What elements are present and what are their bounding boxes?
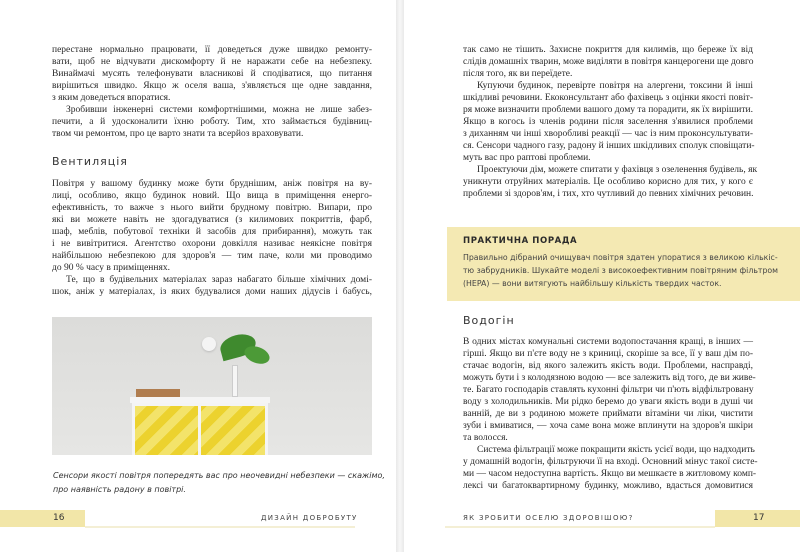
text-line: перестане нормально працювати, її доведеться дуже швидко ремонту-: [52, 45, 372, 55]
text-line: проблеми зі здоров'ям, і тих, хто чутливий до певних хімічних речовин.: [463, 189, 754, 199]
text-line: які ви можете навіть не здогадуватися (з килимових покриттів, фарб,: [52, 215, 372, 225]
glass-vase: [232, 365, 238, 397]
text-line: ефективність, то важче з нього вийти брудному повітрю. Випари, про: [52, 203, 372, 213]
text-line: лиці, особливо, якщо будинок новий. Що вища в приміщення енерго-: [52, 191, 372, 201]
text-line: так само не тішить. Захисне покриття для килимів, що береже їх від: [463, 45, 753, 55]
page-number-left: 16: [0, 510, 85, 527]
running-title-right: ЯК ЗРОБИТИ ОСЕЛЮ ЗДОРОВІШОЮ?: [463, 514, 634, 522]
text-line: Винаймачі мусять телефонувати власникові й сподіватися, що питання: [52, 69, 372, 79]
text-line: до 90 % часу в приміщеннях.: [52, 263, 170, 273]
text-line: Купуючи будинок, перевірте повітря на алергени, токсини й інші: [477, 81, 753, 91]
door-divider: [198, 403, 201, 455]
text-line: печити, а й удосконалити їхню роботу. Тим, хто займається будівниц-: [52, 117, 372, 127]
text-line: вати, щоб не відчувати дискомфорту й не наражати себе на небезпеку.: [52, 57, 372, 67]
text-line: та волосся.: [463, 433, 508, 443]
running-title-left: ДИЗАЙН ДОБРОБУТУ: [261, 514, 358, 522]
text-line: твом чи ремонтом, про це варто знати та всерйоз враховувати.: [52, 129, 304, 139]
text-line: Система фільтрації може покращити якість усієї води, що надходить: [477, 445, 755, 455]
text-line: Якщо в когось із членів родини після заселення з'явилися проблеми: [463, 117, 753, 127]
tip-title: ПРАКТИЧНА ПОРАДА: [463, 236, 578, 246]
text-line: ми — часом недоступна вартість. Якщо ви мешкаєте в житловому комп-: [463, 469, 757, 479]
text-line: у домашній водогін, фільтруючи її на вході. Основний мінус такої систе-: [463, 457, 758, 467]
text-line: Те, що в будівельних матеріалах зараз набагато більше хімічних домі-: [66, 275, 372, 285]
text-line: ванній, де ви з родиною можете приймати вітаміни чи ліки, чистити: [463, 409, 753, 419]
air-sensor-device: [202, 337, 216, 351]
page-number-right: 17: [715, 510, 800, 527]
text-line: воду з холодильників. Ми рідко беремо до уваги якість води в душі чи: [463, 397, 753, 407]
text-line: вирішиться швидко. Якщо ж оселя ваша, з'являється ще одне завдання,: [52, 81, 372, 91]
text-line: зуби і вмиватися, — хоча саме вона може вплинути на здоров'я шкіри: [463, 421, 753, 431]
photo-caption-line-2: про наявність радону в повітрі.: [53, 485, 186, 494]
text-line: шаф, меблів, побутової техніки й засобів для прибирання), можуть так: [52, 227, 372, 237]
tip-line: тю забрудників. Шукайте моделі з високоефективним повітряним фільтром: [463, 266, 779, 275]
text-line: В одних містах комунальні системи водопостачання кращі, в інших —: [463, 337, 753, 347]
text-line: Зробивши інженерні системи комфортнішими, можна не лише забез-: [66, 105, 372, 115]
heading-water-supply: Водогін: [463, 314, 515, 327]
photo-sideboard-air-sensor: [52, 317, 372, 455]
text-line: лексі чи багатоквартирному будинку, можливо, вдасться домовитися: [463, 481, 753, 491]
text-line: після того, як ви переїдете.: [463, 69, 573, 79]
text-line: Проектуючи дім, можете спитати у фахівця з озеленення будівель, як: [477, 165, 758, 175]
footer-rule-left: [85, 526, 355, 528]
text-line: і не вивітритися. Агентство охорони довкілля називає неякісне повітря: [52, 239, 372, 249]
plant-leaf-small: [242, 343, 272, 367]
text-line: з яким доведеться впоратися.: [52, 93, 171, 103]
text-line: найбільшою небезпекою для здоров'я — тим паче, коли ми проводимо: [52, 251, 372, 261]
text-line: ря може визначити проблеми вашого дому та порадити, як їх вирішити.: [463, 105, 753, 115]
text-line: Повітря у вашому будинку може бути бруднішим, аніж повітря на ву-: [52, 179, 372, 189]
text-line: шкідливі речовини. Екоконсультант або фахівець з оцінки якості повіт-: [463, 93, 753, 103]
text-line: уникнути отруйних матеріалів. Це особливо корисно для тих, у кого є: [463, 177, 753, 187]
text-line: муть вас про раптові проблеми.: [463, 153, 591, 163]
text-line: ся. Сенсори чадного газу, радону й інших шкідливих сполук сповіщати-: [463, 141, 755, 151]
text-line: стачає водогін, від якого залежить якість води. Проблеми, насправді,: [463, 361, 753, 371]
tip-line: (HEPA) — вони витягують найбільшу кількість твердих часток.: [463, 279, 722, 288]
heading-ventilation: Вентиляція: [52, 155, 128, 168]
text-line: шок, аніж у матеріалах, із яких будувалися доми наших дідусів і бабусь,: [52, 287, 372, 297]
tip-line: Правильно дібраний очищувач повітря здатен упоратися з великою кількіс-: [463, 253, 778, 262]
practical-tip-box: [447, 227, 800, 301]
footer-rule-right: [445, 526, 715, 528]
turntable: [136, 389, 180, 397]
book-gutter: [396, 0, 404, 552]
text-line: гірші. Якщо ви п'єте воду не з криниці, скоріше за все, її у ваш дім по-: [463, 349, 753, 359]
photo-caption-line-1: Сенсори якості повітря попередять вас про неочевидні небезпеки — скажімо,: [53, 471, 385, 480]
text-line: з диханням чи інші хворобливі реакції — час із ним проконсультувати-: [463, 129, 753, 139]
text-line: можуть бути і з колодязною водою — все залежить від того, де ви живе-: [463, 373, 756, 383]
text-line: те. Багато господарів ставлять кухонні фільтри чи п'ють відфільтровану: [463, 385, 754, 395]
text-line: слідів домашніх тварин, може виділяти в повітря канцерогени ще довго: [463, 57, 754, 67]
